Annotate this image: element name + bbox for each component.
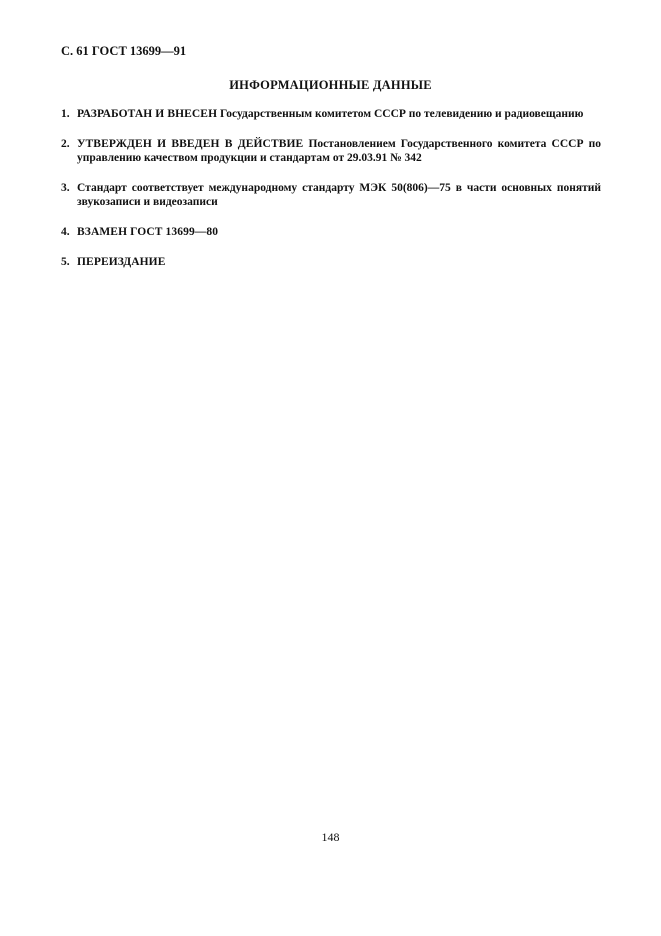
- list-item-1: [61, 107, 601, 121]
- item-text: Постановлением Государственного комитета СССР по управлению качеством продукции и стандартам от 29.03.91 № 342: [77, 138, 601, 164]
- item-lead: УТВЕРЖДЕН И ВВЕДЕН В ДЕЙСТВИЕ: [77, 138, 304, 150]
- item-text: Государственным комитетом СССР по телевидению и радиовещанию: [217, 108, 584, 120]
- list-item-5: [61, 255, 601, 269]
- item-number: 2.: [61, 138, 70, 150]
- item-number: 4.: [61, 226, 70, 238]
- list-item-4: [61, 225, 601, 239]
- item-number: 3.: [61, 182, 70, 194]
- item-number: 5.: [61, 256, 70, 268]
- list-item-3: [61, 181, 601, 209]
- page-title: ИНФОРМАЦИОННЫЕ ДАННЫЕ: [229, 78, 432, 92]
- page-number: 148: [321, 830, 340, 844]
- item-lead: ВЗАМЕН ГОСТ 13699—80: [77, 226, 219, 238]
- item-number: 1.: [61, 108, 70, 120]
- item-lead: ПЕРЕИЗДАНИЕ: [77, 256, 166, 268]
- item-text: Стандарт соответствует международному стандарту МЭК 50(806)—75 в части основных понятий звукозаписи и видеозаписи: [77, 182, 601, 208]
- item-lead: РАЗРАБОТАН И ВНЕСЕН: [77, 108, 218, 120]
- info-list: [61, 107, 601, 285]
- list-item-2: [61, 137, 601, 165]
- page-header: С. 61 ГОСТ 13699—91: [61, 44, 187, 58]
